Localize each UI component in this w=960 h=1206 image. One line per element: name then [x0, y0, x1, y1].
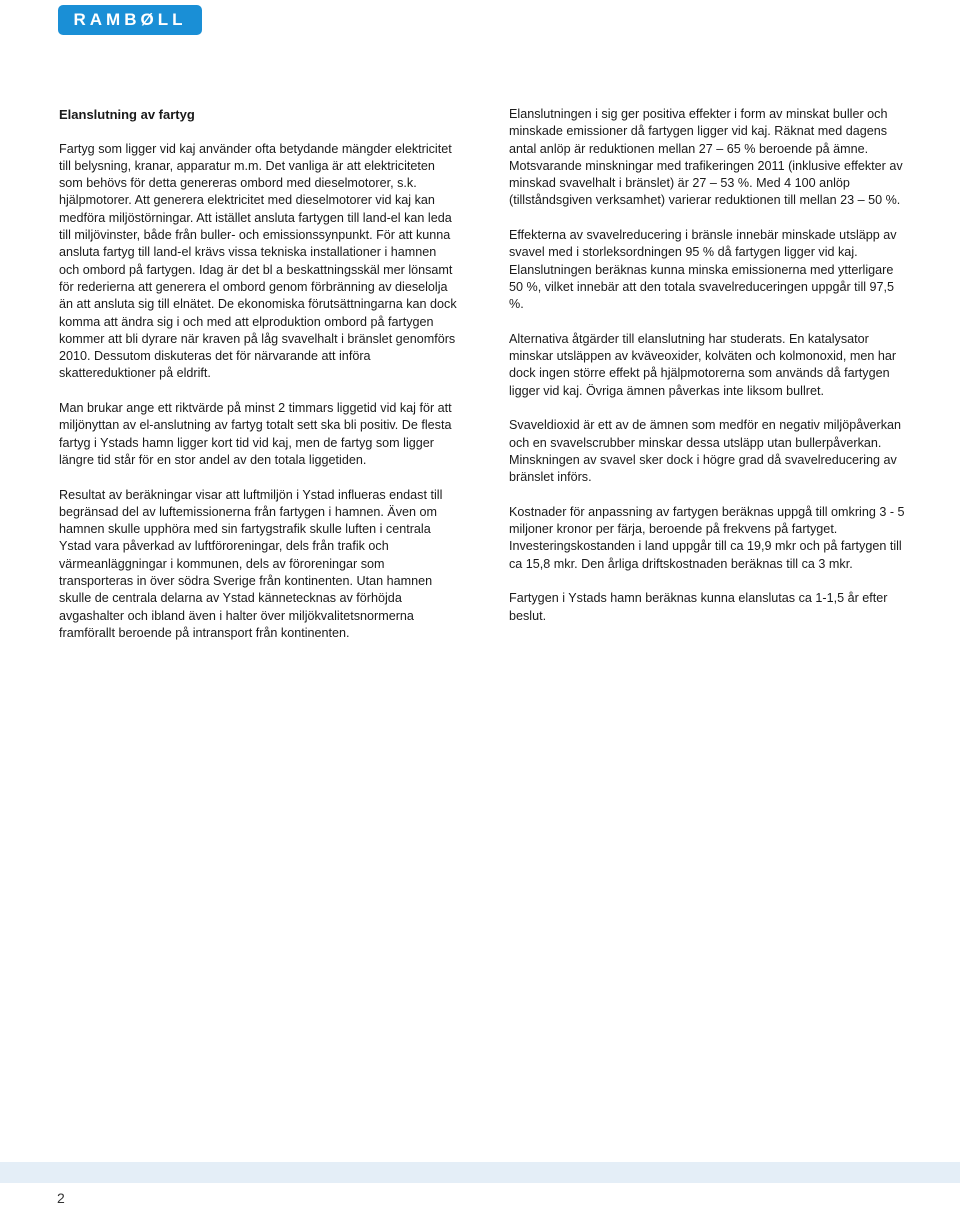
right-column [509, 106, 905, 642]
paragraph: Alternativa åtgärder till elanslutning har studerats. En katalysator minskar utsläppen av kväveoxider, kolväten och kolmonoxid, men har dock ingen större effekt på hjälpmotorerna som används då fartygen ligger vid kaj. Övriga ämnen påverkas inte liksom bullret. [509, 331, 897, 398]
paragraph: Kostnader för anpassning av fartygen beräknas uppgå till omkring 3 - 5 miljoner kronor per färja, beroende på frekvens på fartyget. Investeringskostanden i land uppgår till ca 19,9 mkr och på fartygen till ca 15,8 mkr. Den årliga driftskostnaden beräknas till ca 3 mkr. [509, 504, 905, 571]
footer-bar [0, 1162, 960, 1183]
paragraph: Fartyg som ligger vid kaj använder ofta betydande mängder elektricitet till belysning, kranar, apparatur m.m. Det vanliga är att elektriciteten som behövs för detta genereras ombord med dieselmotorer, s.k. hjälpmotorer. Att generera elektricitet med dieselmotorer vid kaj kan medföra miljöstörningar. Att istället ansluta fartygen till land-el kan leda till miljövinster, både från buller- och emissionssynpunkt. För att kunna ansluta fartyg till land-el krävs vissa tekniska installationer i hamnen och ombord på fartygen. Idag är det bl a beskattningsskäl mer lönsamt för rederierna att generera el ombord genom förbränning av dieselolja än att ansluta sig till elnätet. De ekonomiska förutsättningarna kan dock komma att ändra sig i och med att elproduktion ombord på fartygen kommer att bli dyrare när kraven på låg svavelhalt i bränslet genomförs 2010. Dessutom diskuteras det för närvarande att införa skattereduktioner på eldrift. [59, 141, 457, 381]
paragraph: Svaveldioxid är ett av de ämnen som medför en negativ miljöpåverkan och en svavelscrubber minskar dessa utsläpp utan bullerpåverkan. Minskningen av svavel sker dock i högre grad då svavelreducering av bränslet införs. [509, 418, 902, 485]
paragraph: Man brukar ange ett riktvärde på minst 2 timmars liggetid vid kaj för att miljönyttan av el-anslutning av fartyg totalt sett ska bli positiv. De flesta fartyg i Ystads hamn ligger kort tid vid kaj, men de fartyg som ligger längre tid står för en stor andel av den totala liggetiden. [59, 401, 452, 467]
page-number: 2 [57, 1190, 65, 1206]
paragraph: Fartygen i Ystads hamn beräknas kunna elanslutas ca 1-1,5 år efter beslut. [509, 591, 888, 623]
section-heading: Elanslutning av fartyg [59, 107, 195, 122]
paragraph: Elanslutningen i sig ger positiva effekter i form av minskat buller och minskade emissioner då fartygen ligger vid kaj. Räknat med dagens antal anlöp är reduktionen mellan 27 – 65 % beroende på ämne. Motsvarande minskningar med trafikeringen 2011 (inklusive effekter av minskad svavelhalt i bränslet) är 27 – 53 %. Med 4 100 anlöp (tillståndsgiven verksamhet) varierar reduktionen till mellan 23 – 50 %. [509, 107, 903, 208]
paragraph: Effekterna av svavelreducering i bränsle innebär minskade utsläpp av svavel med i storleksordningen 95 % då fartygen ligger vid kaj. Elanslutningen beräknas kunna minska emissionerna med ytterligare 50 %, vilket innebär att den totala svavelreduceringen uppgår till 97,5 %. [509, 228, 897, 312]
ramboll-logo: RAMBØLL [58, 5, 202, 35]
left-column [59, 106, 457, 660]
paragraph: Resultat av beräkningar visar att luftmiljön i Ystad influeras endast till begränsad del av luftemissionerna från fartygen i hamnen. Även om hamnen skulle upphöra med sin fartygstrafik skulle luften i centrala Ystad vara påverkad av luftföroreningar, dels från trafik och värmeanläggningar i kommunen, dels av föroreningar som transporteras in över södra Sverige från kontinenten. Utan hamnen skulle de centrala delarna av Ystad kännetecknas av förhöjda avgashalter och ibland även i halter över miljökvalitetsnormerna framförallt beroende på intransport från kontinenten. [59, 487, 443, 640]
